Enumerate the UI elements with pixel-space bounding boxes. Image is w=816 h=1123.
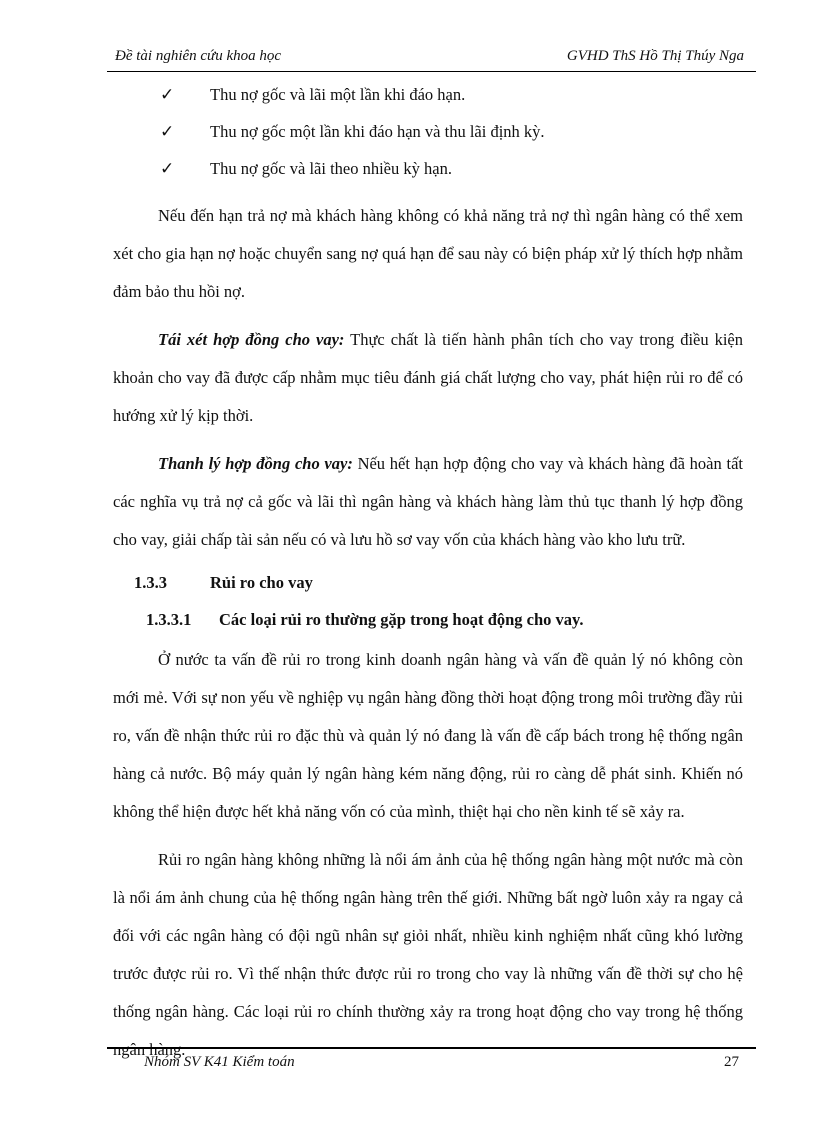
checklist-item-text: Thu nợ gốc và lãi một lần khi đáo hạn.: [210, 84, 466, 104]
checklist-item-text: Thu nợ gốc một lần khi đáo hạn và thu lãi định kỳ.: [210, 121, 545, 141]
subsection-heading: [113, 603, 743, 637]
paragraph-liquidation: [113, 445, 743, 559]
header-title: Đề tài nghiên cứu khoa học: [115, 48, 282, 64]
paragraph-text: Nếu hết hạn hợp động cho vay và khách hàng đã hoàn tất các nghĩa vụ trả nợ cả gốc và lãi thì ngân hàng và khách hàng làm thủ tục thanh lý hợp đồng cho vay, giải chấp tài sản nếu có và lưu hồ sơ vay vốn của khách hàng vào kho lưu trữ.: [113, 454, 743, 549]
subsection-number: 1.3.3.1: [146, 610, 192, 629]
header-advisor: GVHD ThS Hồ Thị Thúy Nga: [566, 48, 744, 64]
checklist-item: [113, 113, 743, 150]
section-title: Rủi ro cho vay: [210, 573, 313, 592]
paragraph-risk-global: Rủi ro ngân hàng không những là nổi ám ảnh của hệ thống ngân hàng một nước mà còn là nổi ám ảnh chung của hệ thống ngân hàng trên thế giới. Những bất ngờ luôn xảy ra ngay cả đối với các ngân hàng có đội ngũ nhân sự giỏi nhất, nhiều kinh nghiệm nhất cũng khó lường trước được rủi ro. Vì thế nhận thức được rủi ro trong cho vay là những vấn đề thời sự cho hệ thống ngân hàng. Các loại rủi ro chính thường xảy ra trong hoạt động cho vay trong hệ thống ngân hàng.: [113, 850, 743, 1059]
checkmark-icon: ✓: [160, 121, 175, 141]
header-divider: [107, 71, 756, 72]
checkmark-icon: ✓: [160, 158, 175, 178]
paragraph-extension: Nếu đến hạn trả nợ mà khách hàng không có khả năng trả nợ thì ngân hàng có thể xem xét cho gia hạn nợ hoặc chuyển sang nợ quá hạn để sau này có biện pháp xử lý thích hợp nhằm đảm bảo thu hồi nợ.: [113, 206, 743, 301]
page-footer: [107, 1052, 756, 1076]
footer-group: Nhóm SV K41 Kiểm toán: [144, 1054, 295, 1070]
paragraph-text: Thực chất là tiến hành phân tích cho vay trong điều kiện khoản cho vay đã được cấp nhằm mục tiêu đánh giá chất lượng cho vay, phát hiện rủi ro để có hướng xử lý kịp thời.: [113, 330, 744, 425]
page-header: [107, 46, 756, 70]
checklist-item: [113, 76, 743, 113]
footer-divider: [107, 1047, 756, 1049]
section-heading: [113, 567, 743, 599]
paragraph-risk-vietnam: Ở nước ta vấn đề rủi ro trong kinh doanh ngân hàng và vấn đề quản lý nó không còn mới mẻ. Với sự non yếu về nghiệp vụ ngân hàng đồng thời hoạt động trong môi trường đầy rủi ro, vấn đề nhận thức rủi ro đặc thù và quản lý nó đang là vấn đề cấp bách trong hệ thống ngân hàng cả nước. Bộ máy quản lý ngân hàng kém năng động, rủi ro càng dễ phát sinh. Khiến nó không thể hiện được hết khả năng vốn có của mình, thiệt hại cho nền kinh tế sẽ xảy ra.: [113, 650, 743, 821]
subsection-title: Các loại rủi ro thường gặp trong hoạt động cho vay.: [219, 610, 584, 629]
page-body: [113, 76, 743, 1069]
paragraph-lead: Thanh lý hợp đồng cho vay:: [158, 454, 353, 473]
checkmark-icon: ✓: [160, 84, 175, 104]
paragraph-review-contract: [113, 321, 743, 435]
section-number: 1.3.3: [134, 573, 167, 592]
checklist-item-text: Thu nợ gốc và lãi theo nhiều kỳ hạn.: [210, 158, 452, 178]
paragraph-lead: Tái xét hợp đồng cho vay:: [158, 330, 345, 349]
checklist-item: [113, 150, 743, 187]
page-number: 27: [724, 1054, 739, 1070]
